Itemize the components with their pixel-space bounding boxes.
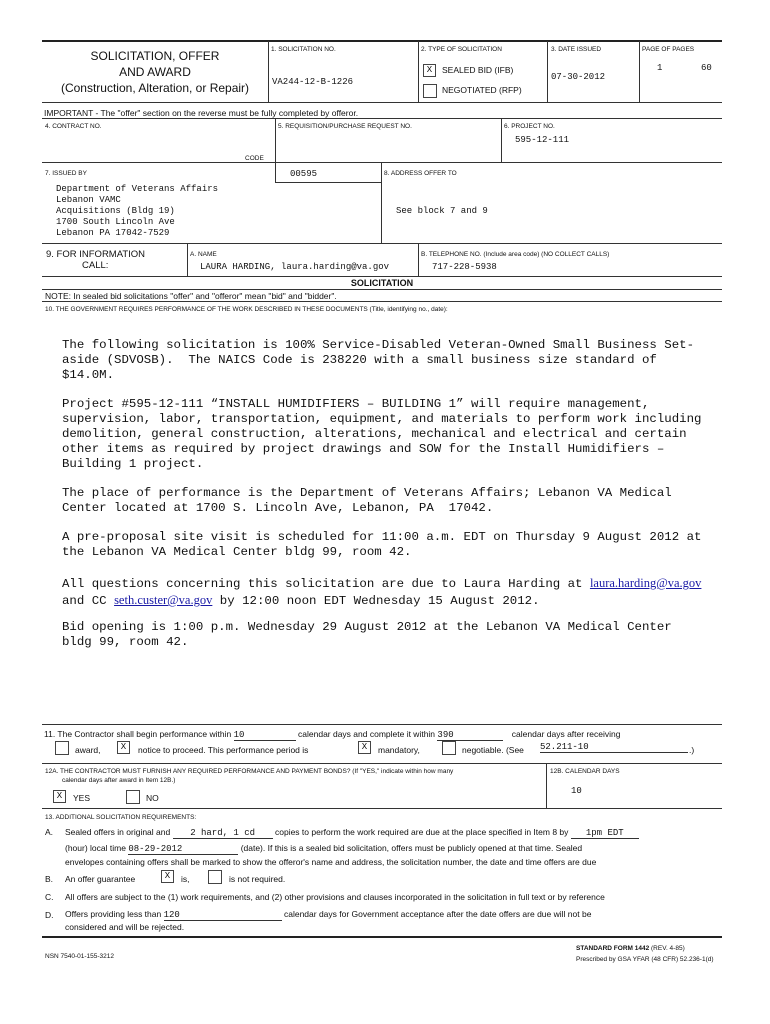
sealed-bid-label: SEALED BID (IFB) — [442, 65, 514, 75]
item13b-text: An offer guarantee — [65, 874, 136, 884]
solicitation-note: NOTE: In sealed bid solicitations "offer" and "offeror" mean "bid" and "bidder". — [45, 291, 337, 301]
complete-days: 390 — [437, 730, 503, 741]
item13c-letter: C. — [45, 892, 54, 902]
info-label-line2: CALL: — [82, 260, 109, 271]
item12a-label: 12A. THE CONTRACTOR MUST FURNISH ANY REQUIRED PERFORMANCE AND PAYMENT BONDS? (If "YES," indicate within how many — [45, 768, 454, 775]
item12a-label-2: calendar days after award in Item 12B.) — [62, 777, 176, 784]
info-label — [46, 249, 145, 271]
bond-yes-checkbox[interactable]: X — [53, 790, 66, 803]
code-value: 00595 — [290, 169, 318, 179]
form-title-line2: AND AWARD — [119, 65, 191, 79]
item13a-letter: A. — [45, 827, 54, 837]
phone-label: B. TELEPHONE NO. (Include area code) (NO COLLECT CALLS) — [421, 251, 610, 258]
item13d-letter: D. — [45, 910, 54, 920]
form-name — [576, 945, 685, 952]
rule — [42, 102, 722, 103]
guarantee-is-label: is, — [181, 874, 190, 884]
para-site-visit: A pre-proposal site visit is scheduled for 11:00 a.m. EDT on Thursday 9 August 2012 at the Lebanon VA Medical Center bldg 99, room 42. — [62, 530, 702, 559]
address-line: Lebanon VAMC — [56, 195, 121, 205]
negotiable-checkbox[interactable] — [442, 741, 456, 755]
form-name-bold: STANDARD FORM 1442 — [576, 945, 650, 952]
prescribed-by: Prescribed by GSA YFAR (48 CFR) 52.236-1(d) — [576, 956, 714, 963]
para-bid-opening: Bid opening is 1:00 p.m. Wednesday 29 August 2012 at the Lebanon VA Medical Center bldg 99, room 42. — [62, 620, 672, 649]
item13a-line1 — [65, 827, 639, 839]
award-checkbox[interactable] — [55, 741, 69, 755]
form-title-line1: SOLICITATION, OFFER — [90, 49, 220, 63]
para-questions — [62, 575, 701, 609]
solicitation-no-label: 1. SOLICITATION NO. — [271, 46, 336, 53]
rule — [42, 763, 722, 764]
item13a-text4: (date). If this is a sealed bid solicitation, offers must be publicly opened at that time. Sealed — [240, 843, 583, 853]
total-pages: 60 — [701, 63, 712, 73]
info-label-line1: 9. FOR INFORMATION — [46, 249, 146, 260]
divider — [547, 41, 548, 102]
address-line: Department of Veterans Affairs — [56, 184, 219, 194]
item13a-copies: 2 hard, 1 cd — [173, 828, 273, 839]
negotiated-label: NEGOTIATED (RFP) — [442, 85, 522, 95]
divider — [639, 41, 640, 102]
item11-text-a: 11. The Contractor shall begin performance within — [44, 729, 232, 739]
mandatory-checkbox[interactable]: X — [358, 741, 371, 754]
contact-phone: 717-228-5938 — [432, 262, 497, 272]
issued-by-address — [56, 184, 218, 239]
item12b-value: 10 — [571, 786, 582, 796]
important-note: IMPORTANT - The "offer" section on the reverse must be fully completed by offeror. — [44, 108, 359, 118]
item13d-days: 120 — [164, 910, 282, 921]
rule — [42, 162, 722, 163]
date-issued: 07-30-2012 — [551, 72, 606, 82]
type-label: 2. TYPE OF SOLICITATION — [421, 46, 502, 53]
email-link-seth[interactable]: seth.custer@va.gov — [114, 593, 213, 607]
divider — [418, 41, 419, 102]
item13a-line2 — [65, 843, 582, 855]
item13c-text: All offers are subject to the (1) work requirements, and (2) other provisions and clauses incorporated in the solicitation in full text or by reference — [65, 892, 605, 902]
item11-text-b: calendar days and complete it within — [298, 729, 436, 739]
para-project: Project #595-12-111 “INSTALL HUMIDIFIERS – BUILDING 1” will require management, supervision, labor, transportation, equipment, and materials to perform work including demolition, general construction, alterations, mechanical and electrical and certain other items as required by project drawings and SOW for the Install Humidifiers – Building 1 project. — [62, 397, 702, 471]
page-number: 1 — [657, 63, 663, 73]
email-link-laura[interactable]: laura.harding@va.gov — [589, 576, 702, 590]
form-title-line3: (Construction, Alteration, or Repair) — [60, 81, 250, 95]
date-label: 3. DATE ISSUED — [551, 46, 602, 53]
form-title — [42, 48, 268, 96]
name-label: A. NAME — [190, 251, 217, 258]
guarantee-isnot-label: is not required. — [229, 874, 286, 884]
address-line: Acquisitions (Bldg 19) — [56, 206, 175, 216]
pages-label: PAGE OF PAGES — [642, 46, 695, 53]
code-label: CODE — [245, 155, 264, 162]
item11-line1 — [44, 729, 620, 741]
contact-name: LAURA HARDING, laura.harding@va.gov — [200, 262, 390, 272]
negotiable-label: negotiable. (See — [462, 745, 524, 755]
divider — [275, 119, 276, 162]
item13d-line1 — [65, 909, 591, 921]
contract-no-label: 4. CONTRACT NO. — [45, 123, 102, 130]
rule — [42, 276, 722, 277]
form-rev: (REV. 4-85) — [649, 945, 685, 952]
see-reference: 52.211-10 — [540, 742, 688, 753]
rule — [42, 724, 722, 725]
divider — [268, 41, 269, 102]
nsn-number: NSN 7540-01-155-3212 — [45, 953, 115, 960]
award-label: award, — [75, 745, 101, 755]
divider — [418, 244, 419, 276]
item13d-text1: Offers providing less than — [65, 909, 162, 919]
solicitation-heading: SOLICITATION — [350, 278, 414, 288]
rule — [42, 301, 722, 302]
questions-text: All questions concerning this solicitation are due to Laura Harding at — [62, 577, 590, 591]
para-place: The place of performance is the Department of Veterans Affairs; Lebanon VA Medical Center located at 1700 S. Lincoln Ave, Lebanon, PA 17042. — [62, 486, 672, 515]
project-no: 595-12-111 — [515, 135, 570, 145]
item11-close: .) — [689, 745, 695, 755]
guarantee-is-checkbox[interactable]: X — [161, 870, 174, 883]
bond-no-label: NO — [146, 793, 159, 803]
notice-label: notice to proceed. This performance period is — [138, 745, 309, 755]
top-rule — [42, 40, 722, 42]
divider — [381, 163, 382, 243]
address-line: 1700 South Lincoln Ave — [56, 217, 175, 227]
item13-label: 13. ADDITIONAL SOLICITATION REQUIREMENTS: — [45, 814, 197, 821]
address-line: Lebanon PA 17042-7529 — [56, 228, 170, 238]
rule — [42, 808, 722, 809]
item13d-text3: considered and will be rejected. — [65, 922, 185, 932]
negotiated-checkbox[interactable] — [423, 84, 437, 98]
rule — [42, 243, 722, 244]
item13a-text2: copies to perform the work required are due at the place specified in Item 8 by — [274, 827, 569, 837]
rule — [42, 118, 722, 119]
item11-text-c: calendar days after receiving — [511, 729, 621, 739]
bond-no-checkbox[interactable] — [126, 790, 140, 804]
guarantee-isnot-checkbox[interactable] — [208, 870, 222, 884]
item13a-date: 08-29-2012 — [128, 844, 238, 855]
questions-cc: and CC — [62, 594, 115, 608]
mandatory-label: mandatory, — [378, 745, 420, 755]
sealed-bid-checkbox[interactable]: X — [423, 64, 436, 77]
begin-days: 10 — [234, 730, 296, 741]
divider — [546, 764, 547, 808]
notice-checkbox[interactable]: X — [117, 741, 130, 754]
issued-by-label: 7. ISSUED BY — [45, 170, 87, 177]
item10-label: 10. THE GOVERNMENT REQUIRES PERFORMANCE OF THE WORK DESCRIBED IN THESE DOCUMENTS (Title, identifying no., date): — [45, 306, 448, 313]
address-offer-value: See block 7 and 9 — [396, 206, 488, 216]
item13b-letter: B. — [45, 874, 54, 884]
item13a-text5: envelopes containing offers shall be marked to show the offeror's name and address, the solicitation number, the date and time offers are due — [65, 857, 597, 867]
project-no-label: 6. PROJECT NO. — [504, 123, 555, 130]
divider — [187, 244, 188, 276]
para-sdvosb: The following solicitation is 100% Service-Disabled Veteran-Owned Small Business Set- aside (SDVOSB). The NAICS Code is 238220 with a small business size standard of $14.0M. — [62, 338, 695, 382]
divider — [501, 119, 502, 162]
divider — [275, 163, 276, 182]
bottom-rule — [42, 936, 722, 938]
bond-yes-label: YES — [73, 793, 91, 803]
rule — [42, 289, 722, 290]
solicitation-no: VA244-12-B-1226 — [272, 77, 354, 87]
item12b-label: 12B. CALENDAR DAYS — [550, 768, 620, 775]
item13a-time: 1pm EDT — [571, 828, 639, 839]
rule — [275, 182, 381, 183]
item13a-text1: Sealed offers in original and — [65, 827, 171, 837]
questions-deadline: by 12:00 noon EDT Wednesday 15 August 2012. — [212, 594, 540, 608]
item13a-text3: (hour) local time — [65, 843, 126, 853]
address-offer-label: 8. ADDRESS OFFER TO — [384, 170, 457, 177]
requisition-label: 5. REQUISITION/PURCHASE REQUEST NO. — [278, 123, 412, 130]
item13d-text2: calendar days for Government acceptance after the date offers are due will not be — [283, 909, 592, 919]
